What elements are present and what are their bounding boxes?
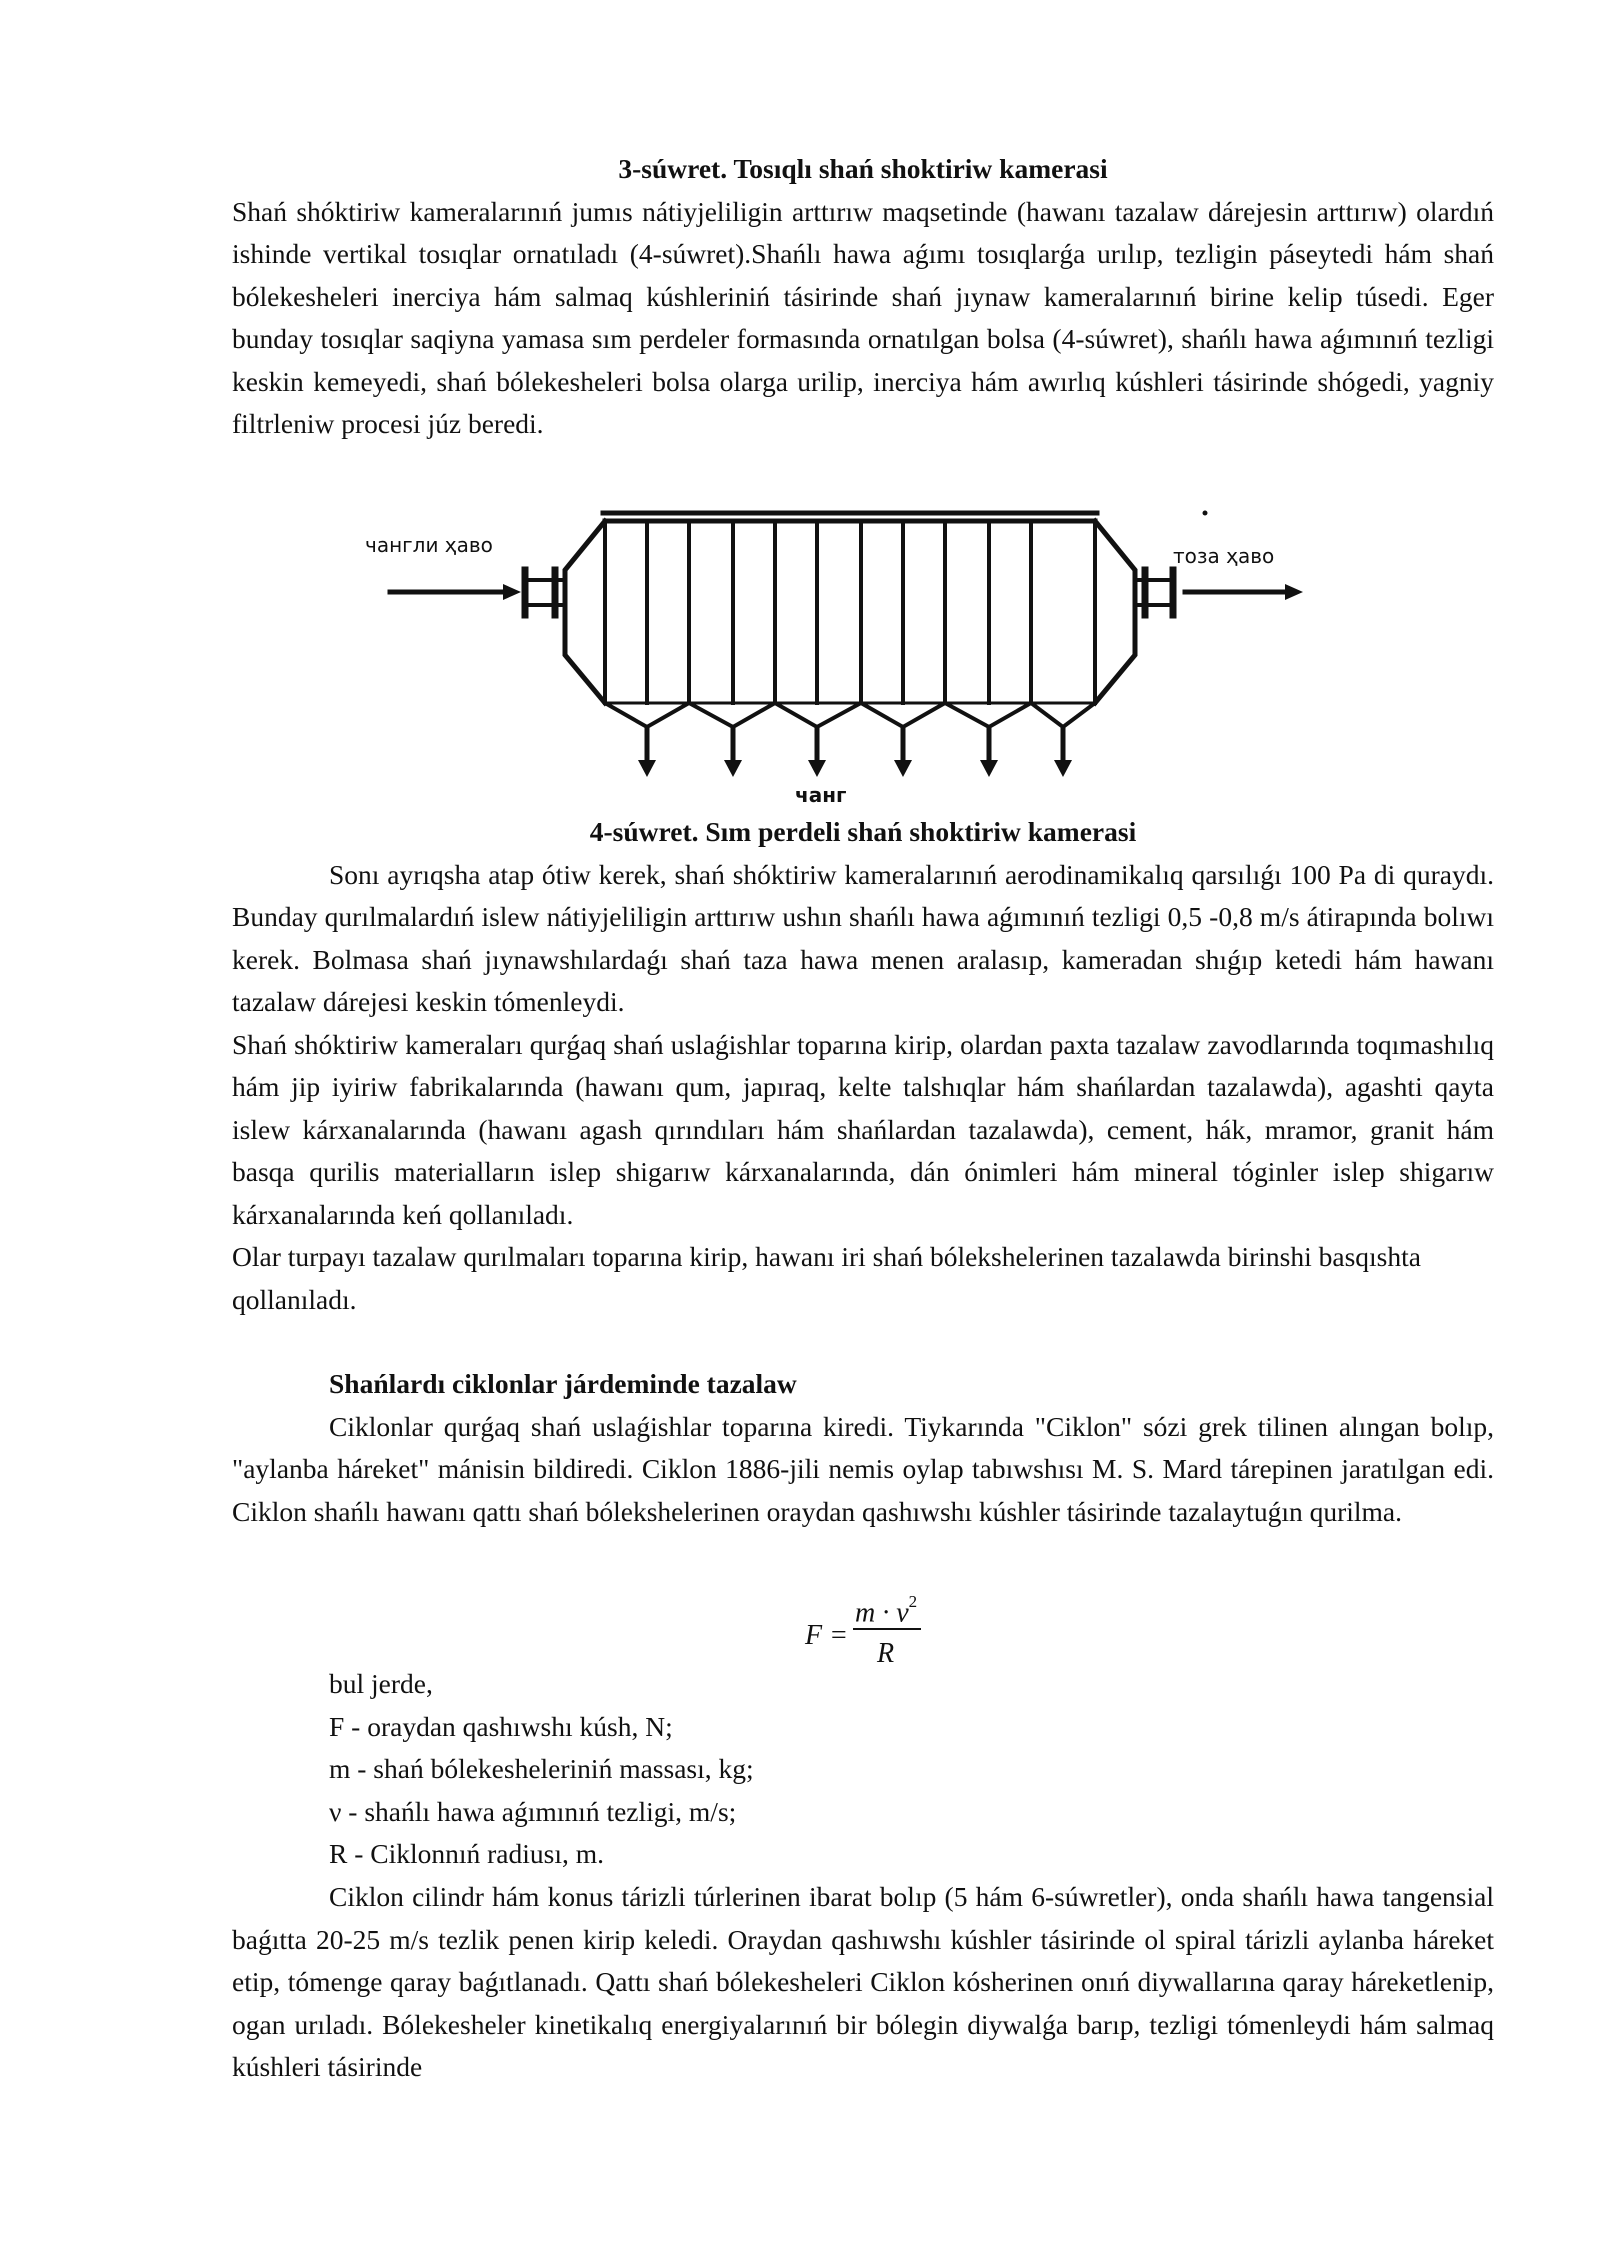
inlet-label: чангли ҳаво [365,533,493,557]
definition-item: F - oraydan qashıwshı kúsh, N; [329,1710,673,1742]
definition-item: bul jerde, [329,1668,433,1699]
fraction-bar [853,1628,921,1630]
inlet-flange [525,570,565,615]
definition-item: m - shań bólekesheleriniń massası, kg; [329,1753,754,1784]
paragraph-3: Shań shóktiriw kameraları qurǵaq shań uslaǵishlar toparına kirip, olardan paxta tazalaw zavodlarında toqımashılıq hám jip iyiriw fabrikalarında (hawanı qum, japıraq, kelte talshıqlar hám shańlardan tazalawda), agashti qayta islew kárxanalarında (hawanı agash qırındıları hám shańlardan tazalawda), cement, hák, mramor, granit hám basqa qurilis materialların islep shigarıw kárxanalarında, dán ónimleri hám mineral tóginler islep shigarıw kárxanalarında keń qollanıladı. [232,1028,1494,1230]
section-middle [232,811,1494,1533]
paragraph-5: Ciklonlar qurǵaq shań uslaǵishlar toparına kiredi. Tiykarında "Ciklon" sózi grek tilinen alıngan bolıp, "aylanba háreket" mánisin bildiredi. Ciklon 1886-jili nemis oylap tabıwshısı M. S. Mard tárepinen jaratılgan edi. Ciklon shańlı hawanı qattı shań bólekshelerinen oraydan qashıwshı kúshler tásirinde tazalaytuǵın qurilma. [232,1410,1494,1527]
partitions [605,521,1095,703]
chamber-right-wall [1095,521,1135,703]
formula-exponent: 2 [908,1592,918,1611]
definition-item: R - Ciklonnıń radiusı, m. [329,1838,604,1869]
figure-4-caption: 4-súwret. Sım perdeli shań shoktiriw kamerasi [589,816,1137,847]
paragraph-6: Ciklon cilindr hám konus tárizli túrlerinen ibarat bolıp (5 hám 6-súwretler), onda shańlı hawa tangensial baǵıtta 20-25 m/s tezlik penen kirip keledi. Oraydan qashıwshı kúshler tásirinde ol spiral tárizli aylanba háreket etip, tómenge qaray baǵıtlanadı. Qattı shań bólekesheleri Ciklon kósherinen onıń diywallarına qaray háreketlenip, ogan urıladı. Bólekesheler kinetikalıq energiyalarınıń bir bólegin diywalǵa barıp, tezligi tómenleydi hám salmaq kúshleri tásirinde [232,1881,1494,2082]
paragraph-2: Sonı ayrıqsha atap ótiw kerek, shań shóktiriw kameralarınıń aerodinamikalıq qarsılıǵı 100 Pa di quraydı. Bunday qurılmalardıń islew nátiyjeliligin arttırıw ushın shańlı hawa aǵımınıń tezligi 0,5 -0,8 m/s átirapında bolıwı kerek. Bolmasa shań jıynawshılardaǵı shań taza hawa menen aralasıp, kameradan shıǵıp ketedi hám hawanı tazalaw dárejesi keskin tómenleydi. [232,858,1494,1017]
outlet-arrow-head [1285,584,1303,600]
dust-chamber-figure [355,505,1335,805]
definition-item: ν - shańlı hawa aǵımınıń tezligi, m/s; [329,1795,737,1827]
hoppers [605,703,1095,727]
paragraph-1: Shań shóktiriw kameralarınıń jumıs nátiyjeliligin arttırıw maqsetinde (hawanı tazalaw dárejesin arttırıw) olardıń ishinde vertikal tosıqlar ornatıladı (4-súwret).Shańlı hawa aǵımı tosıqlarǵa urılıp, tezligin páseytedi hám shań bólekesheleri inerciya hám salmaq kúshleriniń tásirinde shań jıynaw kameralarınıń birine kelip túsedi. Eger bunday tosıqlar saqiyna yamasa sım perdeler formasında ornatılgan bolsa (4-súwret), shańlı hawa aǵımınıń tezligi keskin kemeyedi, shań bólekesheleri bolsa olarga urilip, inerciya hám awırlıq kúshleri tásirinde shógedi, yagniy filtrleniw procesi júz beredi. [232,195,1494,439]
dust-arrows [647,727,1063,767]
section-bottom [232,1876,1494,2089]
outlet-label: тоза ҳаво [1173,544,1275,568]
outlet-flange [1135,570,1173,615]
definitions-list [232,1663,1494,1876]
chamber-left-wall [565,521,605,703]
formula-denominator: R [877,1638,895,1669]
section-heading: Shańlardı ciklonlar járdeminde tazalaw [329,1368,797,1399]
paragraph-4: Olar turpayı tazalaw qurılmaları toparına kirip, hawanı iri shań bólekshelerinen tazalawda birinshi basqıshta qollanıladı. [232,1241,1421,1315]
dust-chamber-diagram [355,505,1335,805]
formula-numerator: $m \cdot v^2$ [855,1592,918,1629]
dust-label: чанг [795,783,847,805]
formula-lhs: F = [805,1620,848,1651]
figure-3-caption: 3-súwret. Tosıqlı shań shoktiriw kamerasi [618,153,1108,184]
inlet-arrow-head [503,584,521,600]
section-top [232,148,1494,446]
